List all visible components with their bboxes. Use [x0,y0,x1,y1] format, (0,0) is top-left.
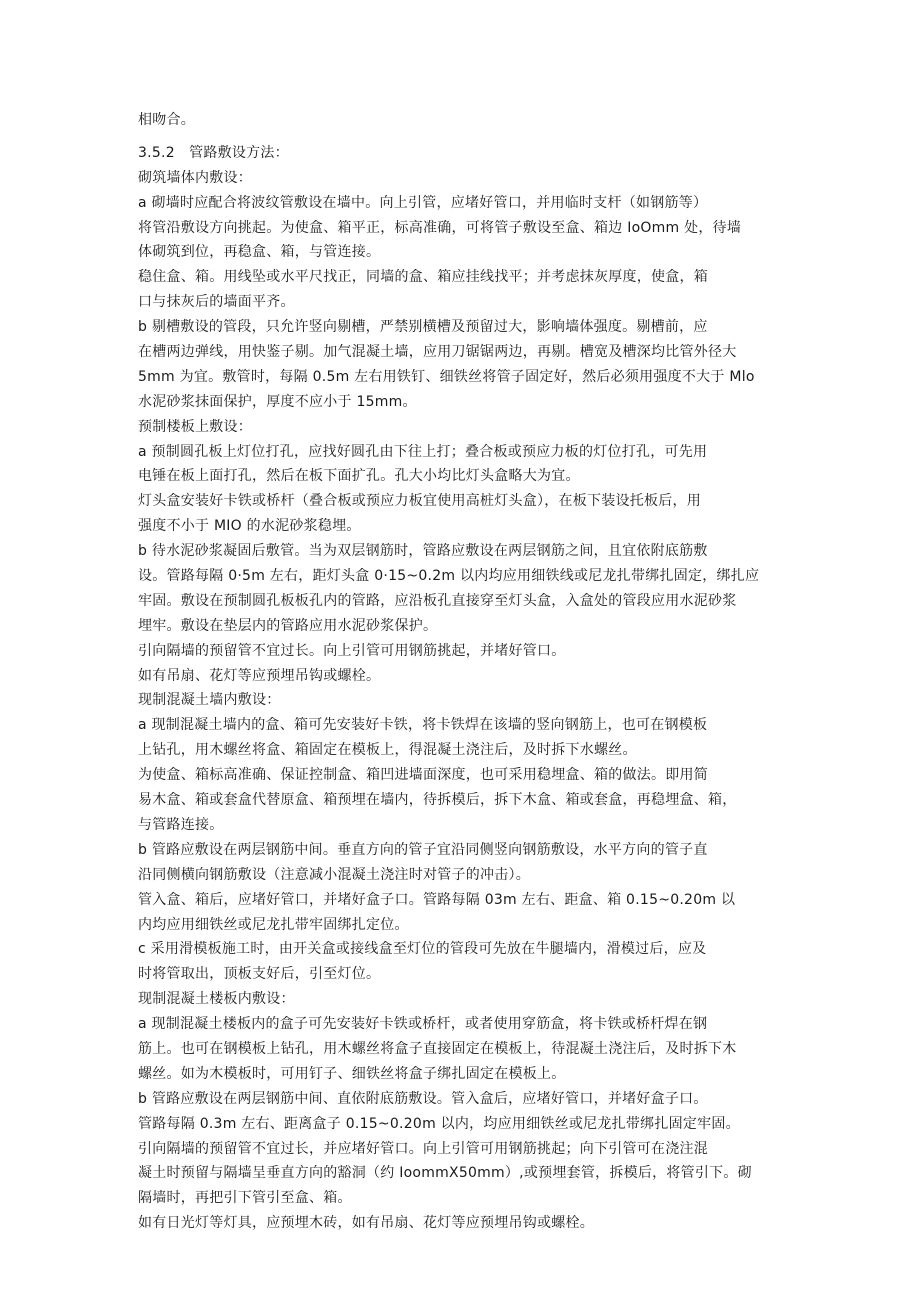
document-page [138,108,788,1236]
text-line: a 预制圆孔板上灯位打孔，应找好圆孔由下往上打；叠合板或预应力板的灯位打孔，可先用 [138,443,708,460]
text-line: b 待水泥砂浆凝固后敷管。当为双层钢筋时，管路应敷设在两层钢筋之间，且宜依附底筋敷 [138,543,708,560]
text-line: 水泥砂浆抹面保护，厚度不应小于 15mm。 [138,393,417,410]
text-line: 内均应用细铁丝或尼龙扎带牢固绑扎定位。 [138,916,409,933]
text-line: 上钻孔，用木螺丝将盒、箱固定在模板上，得混凝土浇注后，及时拆下水螺丝。 [138,742,637,759]
text-line: 在槽两边弹线，用快鉴子剔。加气混凝土墙，应用刀锯锯两边，再剔。槽宽及槽深均比管外径大 [138,344,737,361]
text-line: 电锤在板上面打孔，然后在板下面扩孔。孔大小均比灯头盒略大为宜。 [138,468,580,485]
text-line: 易木盒、箱或套盒代替原盒、箱预埋在墙内，待拆模后，拆下木盒、箱或套盒，再稳埋盒、箱， [138,792,737,809]
text-line: 引向隔墙的预留管不宜过长。向上引管可用钢筋挑起，并堵好管口。 [138,642,566,659]
text-line: 与管路连接。 [138,816,224,833]
paragraph-gap [138,133,788,141]
text-line: 灯头盒安装好卡铁或桥杆（叠合板或预应力板宜使用高桩灯头盒），在板下装设托板后，用 [138,493,701,510]
text-line: 引向隔墙的预留管不宜过长，并应堵好管口。向上引管可用钢筋挑起；向下引管可在浇注混 [138,1140,708,1157]
text-line: 埋牢。敷设在垫层内的管路应用水泥砂浆保护。 [138,617,438,634]
text-line: 筋上。也可在钢模板上钻孔，用木螺丝将盒子直接固定在模板上，待混凝土浇注后，及时拆下木 [138,1040,737,1057]
section-heading: 3.5.2 管路敷设方法： [138,144,289,161]
text-line: 将管沿敷设方向挑起。为使盒、箱平正，标高准确，可将管子敷设至盒、箱边 IoOmm 处，待墙 [138,219,742,236]
text-line: c 采用滑模板施工时，由开关盒或接线盒至灯位的管段可先放在牛腿墙内，滑模过后，应及 [138,941,707,958]
text-line: 凝土时预留与隔墙呈垂直方向的豁洞（约 IoommX50mm）,或预埋套管，拆模后，将管引下。砌 [138,1165,752,1182]
text-line: a 砌墙时应配合将波纹管敷设在墙中。向上引管，应堵好管口，并用临时支杆（如钢筋等） [138,194,708,211]
text-line: 5mm 为宜。敷管时，每隔 0.5m 左右用铁钉、细铁丝将管子固定好，然后必须用强度不大于 Mlo [138,368,755,385]
text-line: 时将管取出，顶板支好后，引至灯位。 [138,966,381,983]
text-line: 管入盒、箱后，应堵好管口，并堵好盒子口。管路每隔 03m 左右、距盒、箱 0.15~0.20m 以 [138,891,736,908]
subsection-heading: 砌筑墙体内敷设： [138,169,252,186]
text-line: 如有日光灯等灯具，应预埋木砖，如有吊扇、花灯等应预埋吊钩或螺栓。 [138,1215,594,1232]
text-line: a 现制混凝土楼板内的盒子可先安装好卡铁或桥杆，或者使用穿筋盒，将卡铁或桥杆焊在钢 [138,1016,708,1033]
text-line: 口与抹灰后的墙面平齐。 [138,294,295,311]
text-line: a 现制混凝土墙内的盒、箱可先安装好卡铁，将卡铁焊在该墙的竖向钢筋上，也可在钢模板 [138,717,708,734]
subsection-heading: 预制楼板上敷设： [138,418,252,435]
text-line: b 剔槽敷设的管段，只允许竖向剔槽，严禁别横槽及预留过大，影响墙体强度。剔槽前，应 [138,319,708,336]
text-line: 设。管路每隔 0·5m 左右，距灯头盒 0·15~0.2m 以内均应用细铁线或尼龙扎带绑扎固定，绑扎应 [138,568,760,585]
text-line: 如有吊扇、花灯等应预埋吊钩或螺栓。 [138,667,381,684]
text-line: 管路每隔 0.3m 左右、距离盒子 0.15~0.20m 以内，均应用细铁丝或尼龙扎带绑扎固定牢固。 [138,1115,740,1132]
text-line: 沿同侧横向钢筋敷设（注意减小混凝土浇注时对管子的冲击）。 [138,866,530,883]
text-line: 螺丝。如为木模板时，可用钉子、细铁丝将盒子绑扎固定在模板上。 [138,1065,566,1082]
text-line: b 管路应敷设在两层钢筋中间、直依附底筋敷设。管入盒后，应堵好管口，并堵好盒子口。 [138,1090,708,1107]
text-line: 为使盒、箱标高准确、保证控制盒、箱凹进墙面深度，也可采用稳埋盒、箱的做法。即用简 [138,767,708,784]
text-line: 相吻合。 [138,112,195,128]
subsection-heading: 现制混凝土墙内敷设： [138,692,281,709]
subsection-heading: 现制混凝土楼板内敷设： [138,991,295,1008]
text-line: 隔墙时，再把引下管引至盒、箱。 [138,1190,352,1207]
text-line: 牢固。敷设在预制圆孔板板孔内的管路，应沿板孔直接穿至灯头盒，入盒处的管段应用水泥砂浆 [138,592,737,609]
text-line: 强度不小于 MIO 的水泥砂浆稳埋。 [138,518,361,535]
text-line: 稳住盒、箱。用线坠或水平尺找正，同墙的盒、箱应挂线找平；并考虑抹灰厚度，使盒，箱 [138,269,708,286]
text-line: b 管路应敷设在两层钢筋中间。垂直方向的管子宜沿同侧竖向钢筋敷设，水平方向的管子直 [138,841,708,858]
text-line: 体砌筑到位，再稳盒、箱，与管连接。 [138,244,381,261]
